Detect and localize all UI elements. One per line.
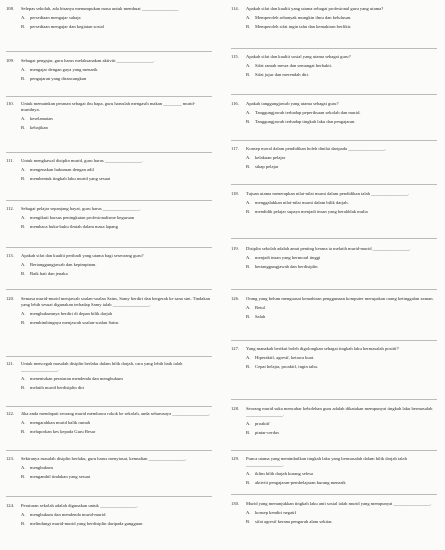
- option-text: melindungi murid-murid yang berdisiplin daripada gangguan: [30, 521, 143, 526]
- answer-option[interactable]: [231, 421, 437, 427]
- question-divider: [231, 184, 437, 185]
- question-divider: [231, 238, 437, 239]
- question-number: 129.: [231, 456, 240, 461]
- answer-option[interactable]: [231, 519, 437, 525]
- question-item: [231, 501, 437, 525]
- question-number: 120.: [6, 296, 15, 301]
- question-item: [6, 361, 212, 391]
- question-item: [6, 6, 212, 30]
- question-head: [231, 296, 437, 302]
- question-text: Disiplin sekolah adalah amat penting kerana ia melatih murid-murid ________________.: [246, 246, 411, 251]
- answer-option[interactable]: [231, 209, 437, 215]
- option-label: A.: [246, 355, 251, 360]
- answer-option[interactable]: [6, 385, 212, 391]
- question-head: [231, 54, 437, 60]
- question-divider: [231, 450, 437, 451]
- question-item: [6, 456, 212, 480]
- question-item: [231, 101, 437, 125]
- option-text: Cepat belajar, proaktif, ingin tahu.: [255, 364, 318, 369]
- question-divider: [231, 289, 437, 290]
- question-number: 130.: [231, 501, 240, 506]
- question-head: [6, 206, 212, 212]
- question-head: [6, 101, 212, 113]
- option-text: membaca buku-buku ilmiah dalam masa lapang: [30, 224, 118, 229]
- question-divider: [231, 94, 437, 95]
- answer-option[interactable]: [231, 72, 437, 78]
- question-head: [6, 503, 212, 509]
- option-label: A.: [246, 471, 251, 476]
- question-item: [6, 206, 212, 230]
- option-label: B.: [246, 24, 251, 29]
- answer-option[interactable]: [6, 521, 212, 527]
- option-text: mengarahkan murid balik rumah: [30, 420, 91, 425]
- question-text: Untuk mencegah masalah disiplin berlaku dalam bilik darjah, cara yang lebih baik ialah ________________.: [21, 361, 183, 372]
- question-head: [6, 361, 212, 373]
- question-text: Murid yang menunjukkan tingkah laku anti sosial ialah murid yang mempunyai ________________.: [246, 501, 432, 506]
- answer-option[interactable]: [6, 167, 212, 173]
- option-label: A.: [246, 255, 251, 260]
- answer-option[interactable]: [6, 24, 212, 30]
- option-text: menghukum dan mendenda murid-murid: [30, 512, 106, 517]
- answer-option[interactable]: [231, 200, 437, 206]
- option-text: konsep kendiri negatif: [255, 510, 297, 515]
- option-label: A.: [21, 420, 26, 425]
- option-text: sifat agresif kerana pengaruh alam sekitar.: [255, 519, 333, 524]
- question-text: Semasa murid-murid menjawab soalan-soalan Sains, Samy berdiri dan bergerak ke sana sini. Tindakan yang lebih sesuai digunakan terhadap Samy ialah ________________.: [21, 296, 210, 307]
- answer-option[interactable]: [6, 125, 212, 131]
- question-item: [231, 246, 437, 270]
- option-text: kelakuan pelajar: [255, 155, 286, 160]
- option-label: A.: [21, 465, 26, 470]
- question-divider: [6, 200, 212, 201]
- question-number: 111.: [6, 158, 14, 163]
- answer-option[interactable]: [231, 110, 437, 116]
- question-number: 119.: [231, 246, 239, 251]
- question-item: [231, 6, 437, 30]
- question-item: [231, 296, 437, 320]
- question-divider: [231, 140, 437, 141]
- answer-option[interactable]: [6, 474, 212, 480]
- option-label: B.: [21, 176, 26, 181]
- option-text: Tanggungjawab terhadap tingkah laku dan pengajaran.: [255, 119, 356, 124]
- option-text: mengajar dengan gaya yang menarik: [30, 67, 98, 72]
- question-text: Punca utama yang menimbulkan tingkah laku yang bermasalah dalam bilik darjah ialah ________________.: [246, 456, 407, 467]
- question-item: [231, 54, 437, 78]
- option-label: A.: [21, 376, 26, 381]
- option-text: Memperoleh sifat ingin tahu dan kemahiran berfikir.: [255, 24, 352, 29]
- option-label: B.: [21, 271, 26, 276]
- option-text: sikap pelajar: [255, 164, 279, 169]
- question-text: Apakah tanggungjawab yang utama sebagai guru?: [246, 101, 339, 106]
- option-text: pengajaran yang dirancangkan: [30, 76, 87, 81]
- question-item: [6, 58, 212, 82]
- option-text: iklim bilik darjah kurang selesa: [255, 471, 313, 476]
- question-head: [231, 246, 437, 252]
- option-text: persediaan mengajar dan kegiatan sosial: [30, 24, 104, 29]
- option-label: B.: [246, 519, 251, 524]
- answer-option[interactable]: [231, 471, 437, 477]
- answer-option[interactable]: [231, 305, 437, 311]
- answer-option[interactable]: [6, 311, 212, 317]
- answer-option[interactable]: [6, 262, 212, 268]
- question-text: Peraturan sekolah adalah digunakan untuk ________________.: [21, 503, 138, 508]
- option-text: menghukumnya berdiri di depan bilik darjah: [30, 311, 113, 316]
- option-text: membentuk tingkah laku murid yang sesuai: [30, 176, 111, 181]
- option-text: menjadi insan yang bermoral tinggi: [255, 255, 321, 260]
- question-text: Untuk memainkan peranan sebagai ibu bapa, guru haruslah mengasih makan ________ murid-muridnya.: [21, 101, 196, 112]
- question-divider: [231, 48, 437, 49]
- answer-option[interactable]: [231, 364, 437, 370]
- question-divider: [6, 496, 212, 497]
- question-number: 122.: [6, 411, 15, 416]
- question-text: Jika anda mendapati seorang murid membawa rokok ke sekolah, anda seharusnya ________________.: [21, 411, 211, 416]
- option-text: persediaan mengajar sahaja: [30, 15, 81, 20]
- question-text: Apakah sifat dan kualiti sosial yang utama sebagai guru?: [246, 54, 351, 59]
- answer-option[interactable]: [6, 512, 212, 518]
- answer-option[interactable]: [231, 264, 437, 270]
- question-text: Konsep moral dalam pendidikan boleh dinilai daripada ________________.: [246, 146, 387, 151]
- answer-option[interactable]: [231, 480, 437, 486]
- option-text: Baik hati dan jenaka: [30, 271, 68, 276]
- option-label: B.: [246, 480, 251, 485]
- option-label: B.: [246, 164, 251, 169]
- option-label: B.: [246, 314, 251, 319]
- option-text: mengenakan hukuman dengan adil: [30, 167, 94, 172]
- answer-option[interactable]: [231, 15, 437, 21]
- option-text: Betul: [255, 305, 265, 310]
- question-head: [231, 501, 437, 507]
- option-text: kebajikan: [30, 125, 48, 130]
- question-item: [231, 146, 437, 170]
- option-label: A.: [21, 15, 26, 20]
- answer-option[interactable]: [6, 67, 212, 73]
- answer-option[interactable]: [6, 116, 212, 122]
- question-head: [6, 6, 212, 12]
- option-label: A.: [246, 155, 251, 160]
- question-item: [231, 406, 437, 436]
- question-number: 115.: [231, 54, 239, 59]
- question-number: 118.: [231, 191, 239, 196]
- option-label: A.: [21, 116, 26, 121]
- answer-option[interactable]: [6, 320, 212, 326]
- question-text: Selepas sekolah, ada bisanya menumpukan masa untuk membuat ________________: [21, 6, 179, 11]
- question-head: [231, 456, 437, 468]
- option-label: B.: [246, 364, 251, 369]
- question-divider: [6, 406, 212, 407]
- question-item: [231, 191, 437, 215]
- question-number: 116.: [231, 101, 239, 106]
- question-item: [231, 346, 437, 370]
- option-text: proaktif: [255, 421, 270, 426]
- option-label: A.: [246, 110, 251, 115]
- answer-option[interactable]: [231, 255, 437, 261]
- option-label: A.: [246, 421, 251, 426]
- question-head: [6, 411, 212, 417]
- question-divider: [6, 289, 212, 290]
- question-number: 109.: [6, 58, 15, 63]
- option-text: Hiperaktif, agresif, ketawa kuat.: [255, 355, 315, 360]
- answer-option[interactable]: [231, 63, 437, 69]
- question-head: [6, 58, 212, 64]
- option-label: B.: [21, 125, 26, 130]
- question-text: Sebagai pengajar, guru harus melaksanakan aktiviti ________________.: [21, 58, 155, 63]
- option-label: A.: [21, 167, 26, 172]
- option-text: aktiviti pengajaran-pembelajaran kurang menarik: [255, 480, 346, 485]
- question-divider: [231, 494, 437, 495]
- option-label: B.: [21, 76, 26, 81]
- answer-option[interactable]: [6, 429, 212, 435]
- answer-option[interactable]: [6, 465, 212, 471]
- option-label: B.: [246, 72, 251, 77]
- option-text: mengikuti kursus peningkatan profesionalisme keguruan: [30, 215, 135, 220]
- option-label: A.: [21, 262, 26, 267]
- answer-option[interactable]: [231, 155, 437, 161]
- question-number: 126.: [231, 296, 240, 301]
- answer-option[interactable]: [231, 24, 437, 30]
- option-label: A.: [21, 215, 26, 220]
- option-text: Tanggungjawab terhadap peperiksaan sekolah dan murid.: [255, 110, 361, 115]
- answer-option[interactable]: [231, 510, 437, 516]
- option-label: B.: [21, 385, 26, 390]
- option-text: pintar-cerdas: [255, 430, 279, 435]
- question-item: [6, 158, 212, 182]
- option-label: A.: [21, 67, 26, 72]
- option-label: B.: [246, 119, 251, 124]
- option-text: menggalakkan nilai-nilai murni dalam bilik darjah.: [255, 200, 349, 205]
- question-number: 121.: [6, 361, 15, 366]
- option-label: B.: [246, 430, 251, 435]
- answer-option[interactable]: [6, 176, 212, 182]
- option-text: Sifat ramah mesra dan semangat berbakti.: [255, 63, 333, 68]
- option-text: keselamatan: [30, 116, 53, 121]
- answer-option[interactable]: [231, 314, 437, 320]
- option-text: Sifat jujur dan merendah diri.: [255, 72, 310, 77]
- question-head: [231, 6, 437, 12]
- question-number: 108.: [6, 6, 15, 11]
- option-label: A.: [246, 200, 251, 205]
- question-number: 113.: [6, 253, 14, 258]
- option-label: B.: [21, 320, 26, 325]
- question-text: Apakah sifat dan kualiti yang utama sebagai profesional guru yang utama?: [246, 6, 384, 11]
- question-head: [6, 456, 212, 462]
- question-text: Sekiranya masalah disiplin berlaku, guru harus menyiasat, kemudian ________________.: [21, 456, 187, 461]
- question-number: 123.: [6, 456, 15, 461]
- question-divider: [6, 450, 212, 451]
- question-item: [6, 101, 212, 131]
- answer-option[interactable]: [6, 420, 212, 426]
- question-head: [231, 406, 437, 418]
- option-text: menentukan peraturan mendenda dan menghukum: [30, 376, 123, 381]
- answer-option[interactable]: [6, 376, 212, 382]
- option-label: B.: [21, 521, 26, 526]
- question-head: [231, 146, 437, 152]
- answer-option[interactable]: [6, 271, 212, 277]
- question-item: [6, 411, 212, 435]
- option-text: bertanggungjawab dan berdisiplin: [255, 264, 318, 269]
- question-number: 114.: [231, 6, 239, 11]
- question-number: 117.: [231, 146, 239, 151]
- answer-option[interactable]: [231, 355, 437, 361]
- option-label: A.: [21, 311, 26, 316]
- question-divider: [6, 356, 212, 357]
- option-label: A.: [246, 63, 251, 68]
- option-label: A.: [246, 15, 251, 20]
- question-text: Tujuan utama menerapkan nilai-nilai murni dalam pendidikan ialah ________________.: [246, 191, 410, 196]
- option-text: mengambil tindakan yang sesuai: [30, 474, 91, 479]
- question-head: [231, 346, 437, 352]
- question-divider: [6, 51, 212, 52]
- option-text: melatih murid berdisiplin diri: [30, 385, 85, 390]
- option-text: Salah: [255, 314, 266, 319]
- question-divider: [231, 399, 437, 400]
- question-divider: [6, 152, 212, 153]
- option-label: B.: [21, 429, 26, 434]
- question-divider: [6, 247, 212, 248]
- question-text: Seorang murid suka mencabar kebolehan guru adalah dikatakan mempunyai tingkah laku bermasalah ________________.: [246, 406, 433, 417]
- option-text: menghukum: [30, 465, 53, 470]
- option-label: B.: [21, 474, 26, 479]
- answer-option[interactable]: [6, 76, 212, 82]
- option-text: membimbingnya menjawab soalan-soalan Sains: [30, 320, 119, 325]
- option-label: A.: [246, 305, 251, 310]
- option-label: B.: [21, 24, 26, 29]
- question-divider: [6, 96, 212, 97]
- option-text: melaporkan kes kepada Guru Besar: [30, 429, 96, 434]
- question-text: Orang yang belum menguasai kemahiran penggunaan komputer merupakan orang ketinggalan zaman.: [246, 296, 434, 301]
- question-number: 128.: [231, 406, 240, 411]
- question-text: Apakah sifat dan kualiti peribadi yang utama bagi seseorang guru?: [21, 253, 144, 258]
- answer-option[interactable]: [6, 215, 212, 221]
- answer-option[interactable]: [6, 224, 212, 230]
- question-head: [6, 253, 212, 259]
- answer-option[interactable]: [231, 164, 437, 170]
- option-label: B.: [246, 264, 251, 269]
- answer-option[interactable]: [231, 430, 437, 436]
- option-text: Memperoleh sebanyak mungkin ilmu dan kelulusan.: [255, 15, 352, 20]
- option-label: A.: [246, 510, 251, 515]
- option-text: mendidik pelajar supaya menjadi insan yang berakhlak mulia: [255, 209, 368, 214]
- question-divider: [231, 340, 437, 341]
- option-label: B.: [246, 209, 251, 214]
- question-number: 110.: [6, 101, 14, 106]
- question-head: [231, 191, 437, 197]
- option-label: A.: [21, 512, 26, 517]
- answer-option[interactable]: [231, 119, 437, 125]
- question-number: 124.: [6, 503, 15, 508]
- option-text: Bertanggungjawab dan kepimpinan.: [30, 262, 97, 267]
- question-head: [6, 158, 212, 164]
- question-number: 112.: [6, 206, 14, 211]
- question-head: [6, 296, 212, 308]
- question-item: [231, 456, 437, 486]
- question-text: Untuk mengkawal disiplin murid, guru harus ________________.: [21, 158, 143, 163]
- question-item: [6, 296, 212, 326]
- question-text: Sebagai pelajar sepanjang hayat, guru harus ________________.: [21, 206, 141, 211]
- question-item: [6, 253, 212, 277]
- answer-option[interactable]: [6, 15, 212, 21]
- question-number: 127.: [231, 346, 240, 351]
- question-item: [6, 503, 212, 527]
- option-label: B.: [21, 224, 26, 229]
- question-text: Yang manakah berikut boleh digolongkan sebagai tingkah laku bermasalah positif?: [246, 346, 399, 351]
- question-head: [231, 101, 437, 107]
